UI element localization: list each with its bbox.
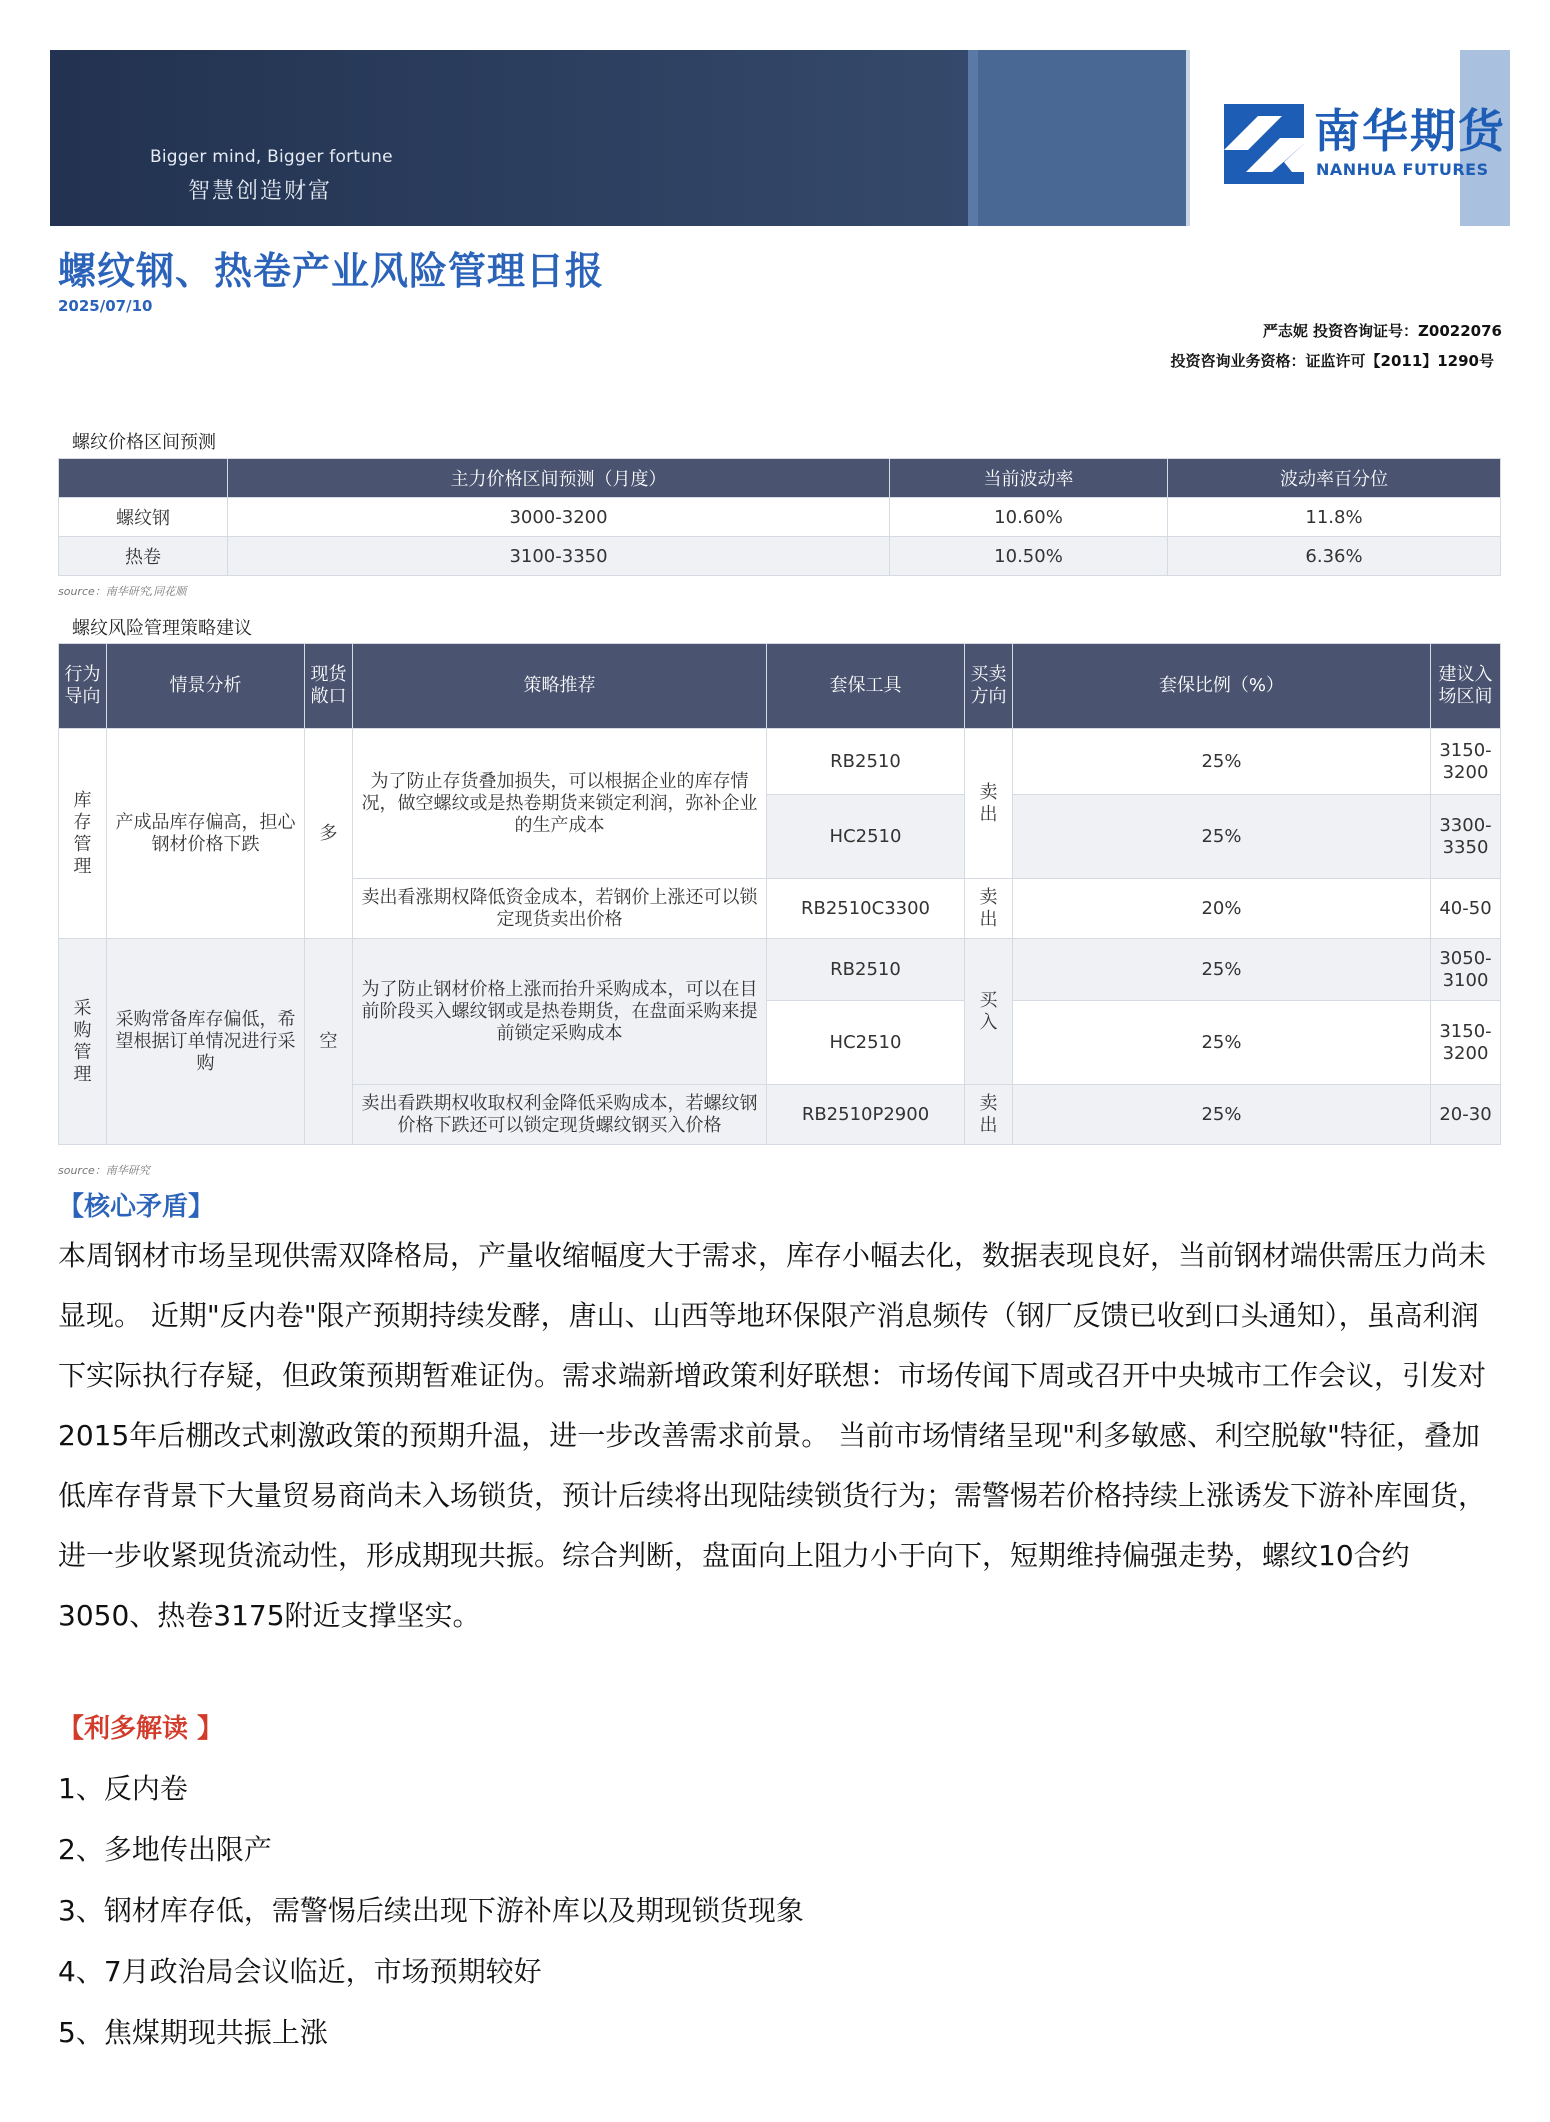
- list-item: 3、钢材库存低，需警惕后续出现下游补库以及期现锁货现象: [58, 1894, 804, 1927]
- logo-chinese-name: 南华期货: [1314, 104, 1506, 158]
- scenario-cell: 采购常备库存偏低，希望根据订单情况进行采购: [107, 939, 305, 1145]
- strategy-cell: 卖出看跌期权收取权利金降低采购成本，若螺纹钢价格下跌还可以锁定现货螺纹钢买入价格: [353, 1085, 767, 1145]
- table-cell: 3000-3200: [228, 498, 890, 537]
- table-header-cell: 情景分析: [107, 644, 305, 729]
- table-header-cell: 套保工具: [767, 644, 965, 729]
- table-header-cell: 现货敞口: [305, 644, 353, 729]
- core-section-title: 【核心矛盾】: [58, 1192, 215, 1222]
- table-row: [59, 729, 1501, 795]
- header-banner: [50, 50, 1510, 226]
- license-info: 投资咨询业务资格：证监许可【2011】1290号: [1170, 352, 1494, 370]
- table-header-cell: 买卖方向: [965, 644, 1013, 729]
- range-cell: 3150-3200: [1431, 729, 1501, 795]
- ratio-cell: 25%: [1013, 795, 1431, 879]
- table-cell: 10.50%: [890, 537, 1168, 576]
- strategy-cell: 卖出看涨期权降低资金成本，若钢价上涨还可以锁定现货卖出价格: [353, 879, 767, 939]
- range-cell: 3300-3350: [1431, 795, 1501, 879]
- orientation-cell: 采购管理: [59, 939, 107, 1145]
- table-cell: 螺纹钢: [59, 498, 228, 537]
- report-date: 2025/07/10: [58, 297, 153, 315]
- banner-stripe: [978, 50, 1186, 226]
- tool-cell: RB2510C3300: [767, 879, 965, 939]
- table-cell: 10.60%: [890, 498, 1168, 537]
- scenario-cell: 产成品库存偏高，担心钢材价格下跌: [107, 729, 305, 939]
- strategy-table-source: source：南华研究: [58, 1164, 150, 1177]
- table-header-cell: 策略推荐: [353, 644, 767, 729]
- exposure-cell: 多: [305, 729, 353, 939]
- table-cell: 6.36%: [1168, 537, 1501, 576]
- direction-cell: 卖出: [965, 1085, 1013, 1145]
- bullish-list: [58, 1758, 804, 2063]
- table-header-cell: 套保比例（%）: [1013, 644, 1431, 729]
- analyst-info: 严志妮 投资咨询证号：Z0022076: [1262, 322, 1502, 340]
- bullish-section-title: 【利多解读 】: [58, 1714, 224, 1744]
- table-cell: 3100-3350: [228, 537, 890, 576]
- ratio-cell: 25%: [1013, 1001, 1431, 1085]
- tool-cell: RB2510P2900: [767, 1085, 965, 1145]
- table-row: [59, 498, 1501, 537]
- direction-cell: 卖出: [965, 729, 1013, 879]
- ratio-cell: 25%: [1013, 729, 1431, 795]
- price-range-table: [58, 458, 1501, 576]
- nanhua-logo-icon: [1224, 104, 1304, 184]
- banner-stripe: [968, 50, 978, 226]
- table-row: [59, 939, 1501, 1001]
- strategy-table-label: 螺纹风险管理策略建议: [72, 618, 252, 639]
- tool-cell: HC2510: [767, 795, 965, 879]
- list-item: 1、反内卷: [58, 1772, 188, 1805]
- slogan-chinese: 智慧创造财富: [188, 179, 333, 204]
- logo-english-name: NANHUA FUTURES: [1316, 160, 1489, 179]
- strategy-cell: 为了防止存货叠加损失，可以根据企业的库存情况，做空螺纹或是热卷期货来锁定利润，弥补企业的生产成本: [353, 729, 767, 879]
- table-header-row: [59, 459, 1501, 498]
- strategy-table: [58, 643, 1501, 1145]
- list-item: 4、7月政治局会议临近，市场预期较好: [58, 1955, 542, 1988]
- table-cell: 11.8%: [1168, 498, 1501, 537]
- table-row: [59, 537, 1501, 576]
- range-cell: 3150-3200: [1431, 1001, 1501, 1085]
- table-header-row: [59, 644, 1501, 729]
- tool-cell: HC2510: [767, 1001, 965, 1085]
- strategy-cell: 为了防止钢材价格上涨而抬升采购成本，可以在目前阶段买入螺纹钢或是热卷期货，在盘面采购来提前锁定采购成本: [353, 939, 767, 1085]
- table-header-cell: 主力价格区间预测（月度）: [228, 459, 890, 498]
- tool-cell: RB2510: [767, 729, 965, 795]
- range-cell: 40-50: [1431, 879, 1501, 939]
- slogan-english: Bigger mind, Bigger fortune: [150, 147, 393, 167]
- list-item: 5、焦煤期现共振上涨: [58, 2016, 328, 2049]
- report-title: 螺纹钢、热卷产业风险管理日报: [58, 249, 605, 293]
- ratio-cell: 25%: [1013, 1085, 1431, 1145]
- table-header-cell: 波动率百分位: [1168, 459, 1501, 498]
- exposure-cell: 空: [305, 939, 353, 1145]
- list-item: 2、多地传出限产: [58, 1833, 272, 1866]
- table-header-cell: 行为导向: [59, 644, 107, 729]
- core-paragraph: 本周钢材市场呈现供需双降格局，产量收缩幅度大于需求，库存小幅去化，数据表现良好，当前钢材端供需压力尚未显现。 近期"反内卷"限产预期持续发酵，唐山、山西等地环保限产消息频传（钢厂反馈已收到口头通知），虽高利润下实际执行存疑，但政策预期暂难证伪。需求端新增政策利好联想：市场传闻下周或召开中央城市工作会议，引发对2015年后棚改式刺激政策的预期升温，进一步改善需求前景。 当前市场情绪呈现"利多敏感、利空脱敏"特征，叠加低库存背景下大量贸易商尚未入场锁货，预计后续将出现陆续锁货行为；需警惕若价格持续上涨诱发下游补库囤货，进一步收紧现货流动性，形成期现共振。综合判断，盘面向上阻力小于向下，短期维持偏强走势，螺纹10合约3050、热卷3175附近支撑坚实。: [58, 1239, 1487, 1632]
- ratio-cell: 20%: [1013, 879, 1431, 939]
- ratio-cell: 25%: [1013, 939, 1431, 1001]
- table-cell: 热卷: [59, 537, 228, 576]
- table-header-cell: [59, 459, 228, 498]
- range-cell: 3050-3100: [1431, 939, 1501, 1001]
- orientation-cell: 库存管理: [59, 729, 107, 939]
- price-table-label: 螺纹价格区间预测: [72, 432, 216, 453]
- direction-cell: 卖出: [965, 879, 1013, 939]
- price-table-source: source：南华研究,同花顺: [58, 585, 187, 598]
- table-header-cell: 当前波动率: [890, 459, 1168, 498]
- range-cell: 20-30: [1431, 1085, 1501, 1145]
- tool-cell: RB2510: [767, 939, 965, 1001]
- direction-cell: 买入: [965, 939, 1013, 1085]
- table-header-cell: 建议入场区间: [1431, 644, 1501, 729]
